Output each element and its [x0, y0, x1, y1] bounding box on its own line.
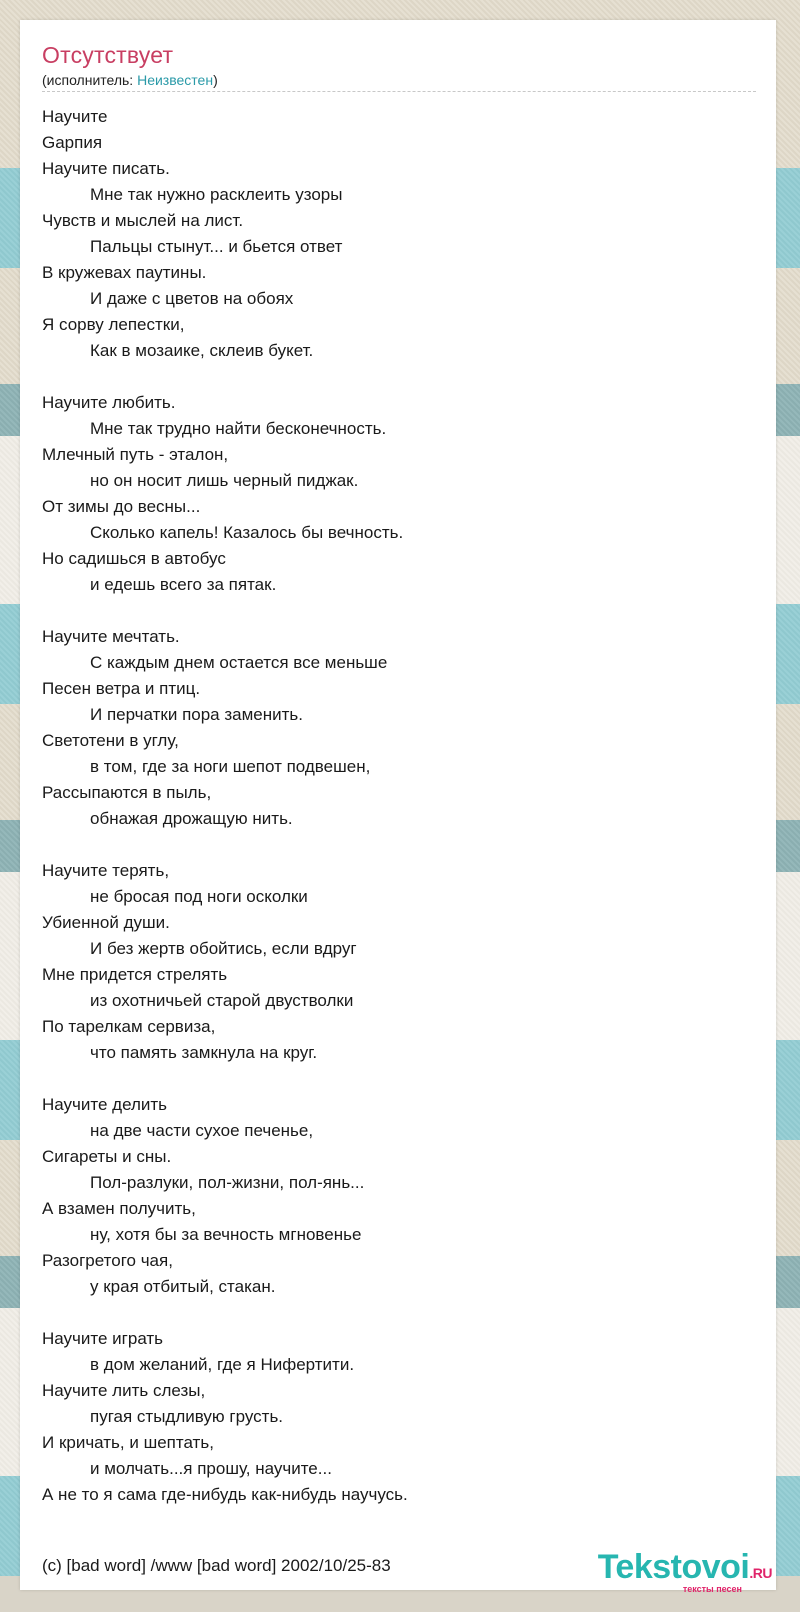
lyric-line: Светотени в углу, — [42, 731, 179, 750]
copyright-line: (c) [bad word] /www [bad word] 2002/10/25-83 — [42, 1556, 391, 1575]
lyric-line: От зимы до весны... — [42, 497, 201, 516]
lyric-line: И кричать, и шептать, — [42, 1433, 214, 1452]
lyrics-card — [20, 20, 776, 1594]
lyric-line: Научите делить — [42, 1095, 168, 1114]
lyric-line: И без жертв обойтись, если вдруг — [90, 939, 357, 958]
stanza-break — [42, 832, 756, 858]
lyric-line: Научите терять, — [42, 861, 170, 880]
lyric-line: Но садишься в автобус — [42, 549, 226, 568]
logo-tagline: тексты песен — [682, 1584, 742, 1594]
artist-line — [42, 72, 218, 88]
title-divider — [42, 91, 756, 92]
lyrics-text — [42, 104, 756, 1508]
lyric-line: С каждым днем остается все меньше — [90, 653, 388, 672]
stanza-break — [42, 1066, 756, 1092]
lyric-line: Научите писать. — [42, 159, 170, 178]
lyric-line: Мне так нужно расклеить узоры — [90, 185, 343, 204]
lyric-line: Чувств и мыслей на лист. — [42, 211, 244, 230]
lyric-line: А не то я сама где-нибудь как-нибудь научусь. — [42, 1485, 408, 1504]
stanza-break — [42, 364, 756, 390]
lyric-line: Сигареты и сны. — [42, 1147, 172, 1166]
lyric-line: Рассыпаются в пыль, — [42, 783, 212, 802]
logo-wordmark — [598, 1548, 772, 1586]
lyric-line: не бросая под ноги осколки — [90, 887, 308, 906]
lyric-line: Пол-разлуки, пол-жизни, пол-янь... — [90, 1173, 365, 1192]
artist-link[interactable]: Неизвестен — [137, 72, 214, 88]
lyric-line: Мне придется стрелять — [42, 965, 228, 984]
lyric-line: обнажая дрожащую нить. — [90, 809, 293, 828]
lyric-line: в том, где за ноги шепот подвешен, — [90, 757, 371, 776]
lyric-line: на две части сухое печенье, — [90, 1121, 314, 1140]
stanza-break — [42, 598, 756, 624]
artist-prefix: (исполнитель: — [42, 72, 138, 88]
lyric-line: Мне так трудно найти бесконечность. — [90, 419, 387, 438]
stanza-break — [42, 1300, 756, 1326]
artist-suffix: ) — [213, 72, 218, 88]
lyric-line: Сколько капель! Казалось бы вечность. — [90, 523, 404, 542]
lyric-line: и молчать...я прошу, научите... — [90, 1459, 332, 1478]
lyric-line: и едешь всего за пятак. — [90, 575, 277, 594]
lyric-line: А взамен получить, — [42, 1199, 196, 1218]
lyric-line: у края отбитый, стакан. — [90, 1277, 276, 1296]
lyric-line: в дом желаний, где я Нифертити. — [90, 1355, 355, 1374]
lyric-line: Песен ветра и птиц. — [42, 679, 201, 698]
lyric-line: что память замкнула на круг. — [90, 1043, 318, 1062]
site-logo[interactable] — [552, 1548, 772, 1594]
lyric-line: но он носит лишь черный пиджак. — [90, 471, 359, 490]
lyric-line: Gарпия — [42, 133, 103, 152]
lyric-line: Научите играть — [42, 1329, 164, 1348]
lyric-line: Разогретого чая, — [42, 1251, 173, 1270]
lyric-line: Научите — [42, 107, 108, 126]
lyric-line: Как в мозаике, склеив букет. — [90, 341, 314, 360]
lyric-line: Научите любить. — [42, 393, 176, 412]
lyric-line: И даже с цветов на обоях — [90, 289, 294, 308]
logo-brand: Tekstovoi — [597, 1548, 750, 1586]
lyric-line: Я сорву лепестки, — [42, 315, 185, 334]
lyric-line: В кружевах паутины. — [42, 263, 207, 282]
lyric-line: Пальцы стынут... и бьется ответ — [90, 237, 343, 256]
lyric-line: Млечный путь - эталон, — [42, 445, 229, 464]
lyric-line: Научите мечтать. — [42, 627, 180, 646]
lyric-line: Убиенной души. — [42, 913, 170, 932]
lyric-line: из охотничьей старой двустволки — [90, 991, 354, 1010]
lyric-line: Научите лить слезы, — [42, 1381, 206, 1400]
song-title: Отсутствует — [42, 42, 174, 68]
lyric-line: По тарелкам сервиза, — [42, 1017, 216, 1036]
logo-domain: .RU — [749, 1565, 772, 1581]
lyric-line: И перчатки пора заменить. — [90, 705, 303, 724]
lyric-line: ну, хотя бы за вечность мгновенье — [90, 1225, 362, 1244]
lyric-line: пугая стыдливую грусть. — [90, 1407, 284, 1426]
